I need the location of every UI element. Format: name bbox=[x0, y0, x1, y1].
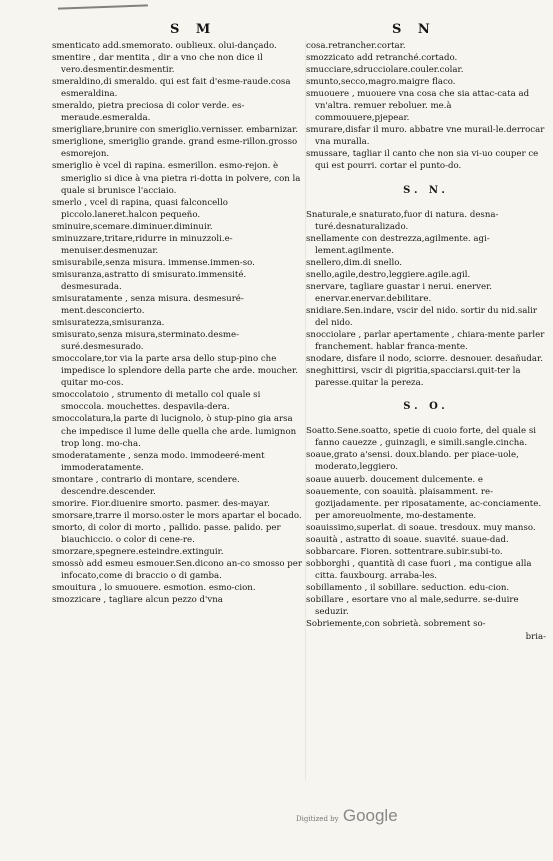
dictionary-entry: smorto, di color di morto , pallido. passe. palido. per biauchiccio. o color di cene-re. bbox=[52, 522, 281, 545]
dictionary-entry: smozzicare , tagliare alcun pezzo d'vna bbox=[52, 595, 223, 606]
dictionary-entry: soaue,grato a'sensi. doux.blando. per piace-uole, moderato,leggiero. bbox=[306, 450, 519, 473]
dictionary-entry: smossò add esmeu esmouer.Sen.dicono an-co smosso per infocato,come di braccio o di gamba. bbox=[52, 559, 302, 582]
dictionary-entry: smunto,secco,magro.maigre flaco. bbox=[306, 77, 456, 88]
dictionary-entry: smisuranza,astratto di smisurato.immensité. desmesurada. bbox=[52, 269, 247, 292]
dictionary-entry: smenticato add.smemorato. oublieux. olui-dançado. bbox=[52, 41, 277, 51]
dictionary-entry: smurare,disfar il muro. abbatre vne murail-le.derrocar vna muralla. bbox=[306, 125, 545, 148]
dictionary-entry: smeriglione, smeriglio grande. grand esme-rillon.grosso esmorejon. bbox=[52, 137, 298, 160]
so-entries bbox=[306, 425, 546, 630]
dictionary-entry: smussare, tagliar il canto che non sia vi-uo couper ce qui est pourri. cortar el punto-do. bbox=[306, 149, 539, 172]
dictionary-entry: smoccolatoio , strumento di metallo col quale si smoccola. mouchettes. despavila-dera. bbox=[52, 390, 261, 413]
section-heading-sn: S. N. bbox=[403, 184, 449, 196]
dictionary-entry: soauità , astratto di soaue. suavité. suaue-dad. bbox=[306, 534, 509, 545]
dictionary-entry: smeraldino,di smeraldo. qui est fait d'esme-raude.cosa esmeraldina. bbox=[52, 77, 291, 100]
dictionary-entry: snellero,dim.di snello. bbox=[306, 257, 403, 268]
top-ornament bbox=[58, 4, 148, 13]
dictionary-entry: soauissimo,superlat. di soaue. tresdoux. muy manso. bbox=[306, 522, 536, 533]
right-column-header: S N bbox=[392, 22, 436, 37]
dictionary-entry: soaue auuerb. doucement dulcemente. e bbox=[306, 474, 484, 485]
dictionary-entry: snello,agile,destro,leggiere.agile.agil. bbox=[306, 269, 471, 280]
dictionary-entry: smisuratezza,smisuranza. bbox=[52, 318, 165, 329]
section-heading-so: S. O. bbox=[403, 401, 449, 413]
dictionary-entry: sminuire,scemare.diminuer.diminuir. bbox=[52, 221, 213, 232]
dictionary-entry: sobborghi , quantità di case fuori , ma contigue alla citta. fauxbourg. arraba-les. bbox=[306, 558, 532, 581]
dictionary-entry: smerigliare,brunire con smeriglio.vernisser. embarnizar. bbox=[52, 125, 299, 136]
dictionary-entry: smorzare,spegnere.esteindre.extinguir. bbox=[52, 546, 224, 557]
left-column bbox=[52, 40, 304, 606]
dictionary-entry: smontare , contrario di montare, scendere. descendre.descender. bbox=[52, 474, 240, 497]
dictionary-entry: smouitura , lo smuouere. esmotion. esmo-cion. bbox=[52, 583, 256, 594]
dictionary-entry: snellamente con destrezza,agilmente. agi-lement.agilmente. bbox=[306, 233, 490, 256]
right-column bbox=[306, 40, 546, 643]
dictionary-entry: smuouere , muouere vna cosa che sia attac-cata ad vn'altra. remuer reboluer. me.à commouuere,pjepear. bbox=[306, 89, 530, 124]
dictionary-entry: smeraldo, pietra preciosa di color verde. es-meraude.esmeralda. bbox=[52, 101, 245, 124]
dictionary-entry: sobillamento , il sobillare. seduction. edu-cion. bbox=[306, 582, 510, 593]
dictionary-entry: smoderatamente , senza modo. immodeeré-ment immoderatamente. bbox=[52, 450, 265, 473]
dictionary-entry: snocciolare , parlar apertamente , chiara-mente parler franchement. hablar franca-mente. bbox=[306, 330, 545, 353]
left-column-header: S M bbox=[170, 22, 217, 37]
dictionary-entry: snervare, tagliare guastar i nerui. enerver. enervar.enervar.debilitare. bbox=[306, 281, 492, 304]
dictionary-entry: smerlo , vcel di rapina, quasi falconcello piccolo.laneret.halcon pequeño. bbox=[52, 197, 228, 220]
dictionary-entry: Soatto.Sene.soatto, spetie di cuoio forte, del quale si fanno cauezze , guinzagli, e simili.sangle.cincha. bbox=[306, 426, 537, 449]
dictionary-entry: smeriglio è vcel di rapina. esmerillon. esmo-rejon. è smeriglio si dice à vna pietra ri-dotta in polvere, con la quale si brunisce l'acciaio. bbox=[52, 161, 301, 196]
dictionary-entry: smucciare,sdrucciolare.couler.colar. bbox=[306, 65, 464, 76]
dictionary-entry: snodare, disfare il nodo, sciorre. desnouer. desañudar. bbox=[306, 354, 543, 365]
dictionary-entry: sminuzzare,tritare,ridurre in minuzzoli.e-menuiser.desmenuzar. bbox=[52, 233, 233, 256]
dictionary-entry: smozzicato add retranché.cortado. bbox=[306, 53, 458, 64]
dictionary-entry: Snaturale,e snaturato,fuor di natura. desna-turé.desnaturalizado. bbox=[306, 209, 499, 232]
catchword: bria- bbox=[525, 632, 546, 643]
digitized-by-watermark bbox=[296, 806, 398, 826]
dictionary-entry: sneghittirsi, vscir di pigritia,spacciarsi.quit-ter la paresse.quitar la pereza. bbox=[306, 366, 521, 389]
dictionary-entry: sobillare , esortare vno al male,sedurre. se-duire seduzir. bbox=[306, 594, 519, 618]
dictionary-entry: smentire , dar mentita , dir a vno che non dice il vero.desmentir.desmentir. bbox=[52, 53, 263, 76]
dictionary-entry: smisurabile,senza misura. immense.immen-so. bbox=[52, 257, 255, 268]
digitized-label: Digitized by bbox=[296, 815, 339, 823]
dictionary-entry: sobbarcare. Fioren. sottentrare.subir.subi-to. bbox=[306, 546, 503, 557]
dictionary-entry: smisuratamente , senza misura. desmesuré-ment.desconcierto. bbox=[52, 293, 244, 317]
google-brand: Google bbox=[342, 806, 398, 825]
dictionary-entry: cosa.retrancher.cortar. bbox=[306, 41, 406, 51]
dictionary-entry: snidiare.Sen.indare, vscir del nido. sortir du nid.salir del nido. bbox=[306, 305, 537, 328]
dictionary-entry: soauemente, con soauità. plaisamment. re-gozijadamente. per riposatamente, ac-conciamente. per amoreuolmente, mo-destamente. bbox=[306, 486, 542, 521]
dictionary-entry: smoccolare,tor via la parte arsa dello stup-pino che impedisce lo splendore della parte che arde. moucher. quitar mo-cos. bbox=[52, 354, 298, 389]
sn-entries bbox=[306, 209, 546, 390]
dictionary-entry: smorire. Fior.diuenire smorto. pasmer. des-mayar. bbox=[52, 498, 270, 509]
dictionary-entry: smoccolatura,la parte di lucignolo, ò stup-pino gia arsa che impedisce il lume delle quella che arde. lumignon trop long. mo-cha. bbox=[52, 414, 297, 449]
dictionary-entry: smisurato,senza misura,sterminato.desme-suré.desmesurado. bbox=[52, 330, 240, 353]
dictionary-entry: Sobriemente,con sobrietà. sobrement so- bbox=[306, 619, 486, 630]
dictionary-entry: smorsare,trarre il morso.oster le mors apartar el bocado. bbox=[52, 510, 302, 521]
right-top-entries bbox=[306, 40, 546, 173]
